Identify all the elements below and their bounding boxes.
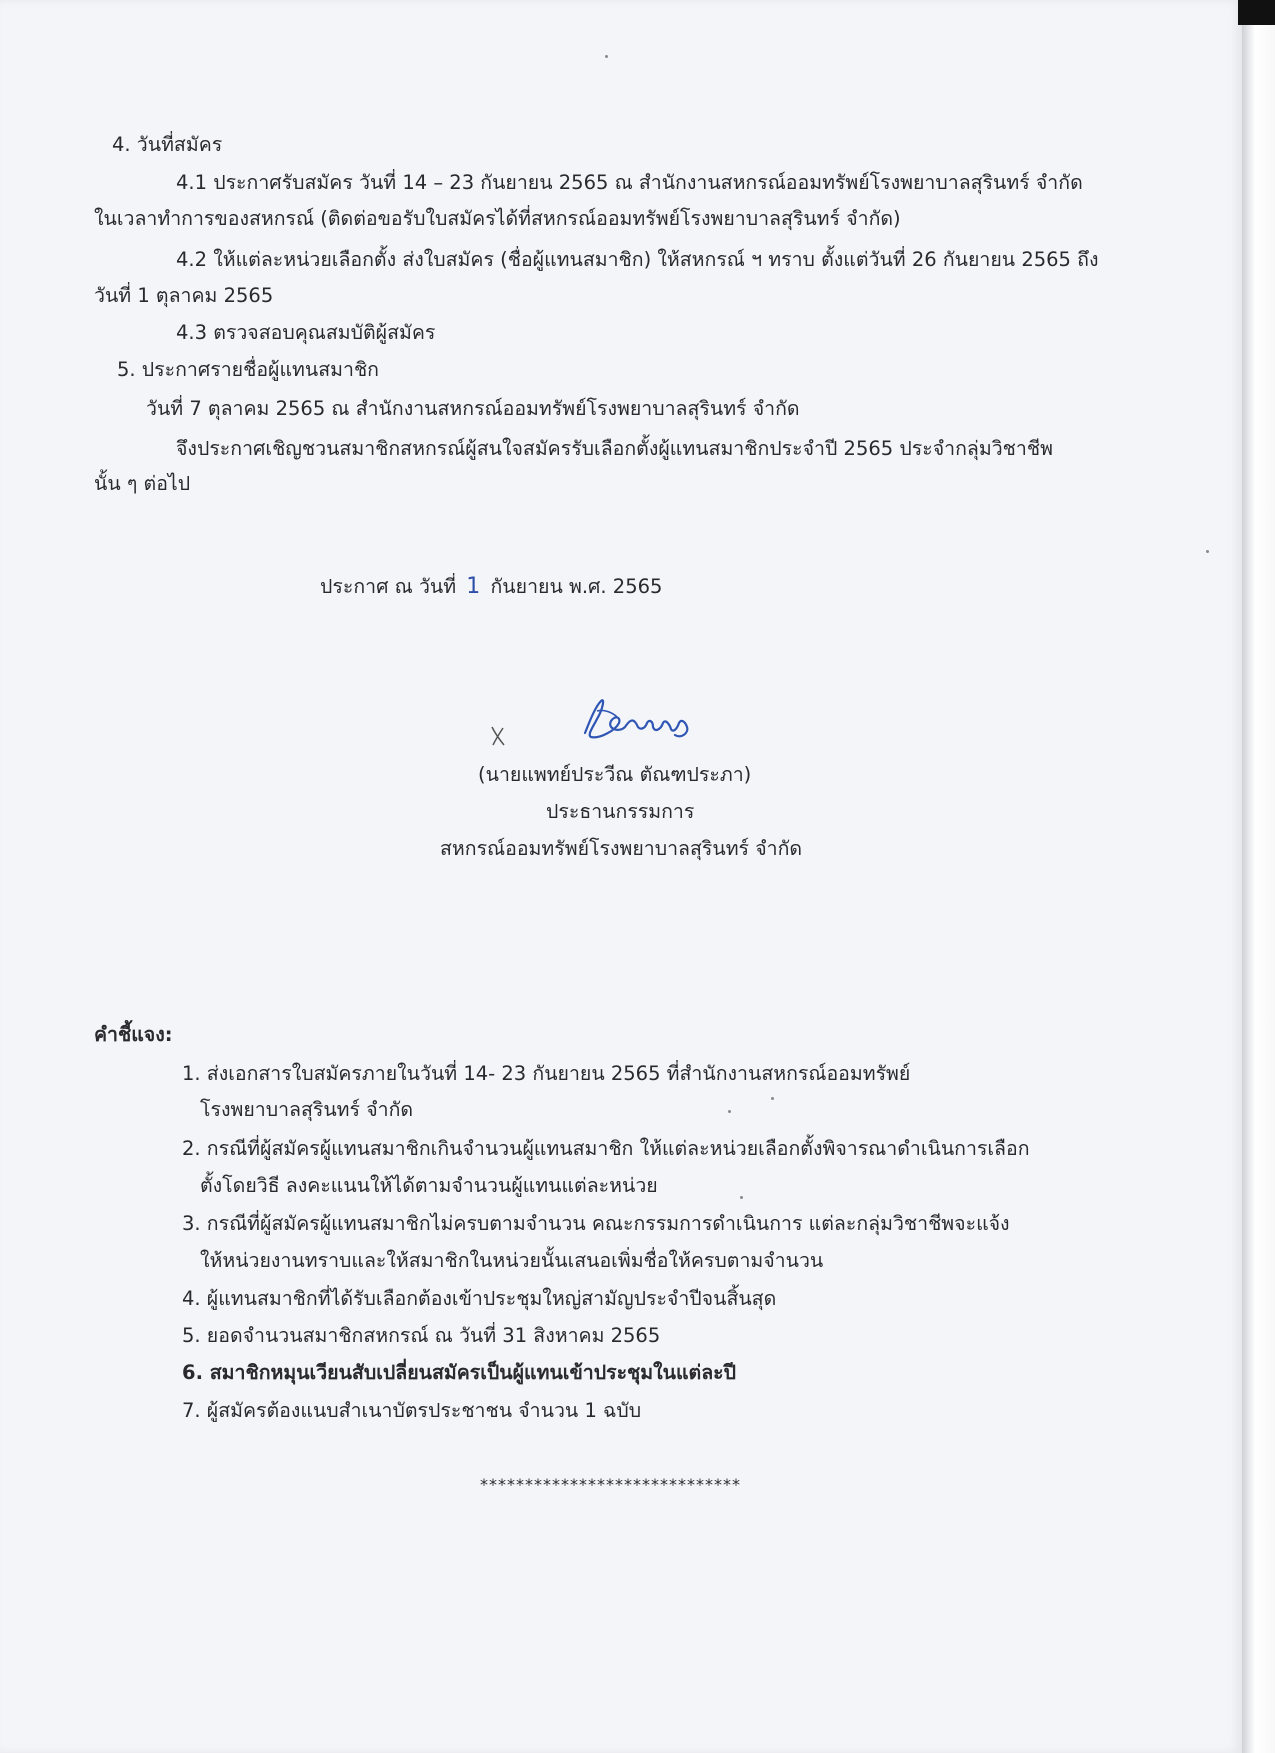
invitation-line-2: นั้น ๆ ต่อไป	[94, 472, 191, 495]
x-mark-icon	[488, 724, 508, 748]
section-5-heading: 5. ประกาศรายชื่อผู้แทนสมาชิก	[117, 358, 379, 381]
page-edge	[1242, 0, 1275, 1753]
scan-shadow	[1238, 0, 1275, 25]
scan-speck	[771, 1097, 774, 1100]
invitation-line-1: จึงประกาศเชิญชวนสมาชิกสหกรณ์ผู้สนใจสมัครรับเลือกตั้งผู้แทนสมาชิกประจำปี 2565 ประจำกลุ่มวิชาชีพ	[176, 437, 1053, 460]
scan-speck	[728, 1110, 731, 1113]
announcement-date	[320, 575, 662, 599]
notes-item-6: 6. สมาชิกหมุนเวียนสับเปลี่ยนสมัครเป็นผู้แทนเข้าประชุมในแต่ละปี	[182, 1361, 737, 1384]
section-4-heading: 4. วันที่สมัคร	[112, 133, 223, 156]
notes-item-5: 5. ยอดจำนวนสมาชิกสหกรณ์ ณ วันที่ 31 สิงหาคม 2565	[182, 1324, 661, 1347]
announcement-date-suffix: กันยายน พ.ศ. 2565	[490, 575, 663, 598]
section-5-detail: วันที่ 7 ตุลาคม 2565 ณ สำนักงานสหกรณ์ออมทรัพย์โรงพยาบาลสุรินทร์ จำกัด	[146, 397, 800, 420]
notes-item-2-line-2: ตั้งโดยวิธี ลงคะแนนให้ได้ตามจำนวนผู้แทนแต่ละหน่วย	[200, 1174, 658, 1197]
signatory-position: ประธานกรรมการ	[546, 800, 695, 823]
notes-heading: คำชี้แจง:	[94, 1023, 173, 1046]
section-4-2-line-2: วันที่ 1 ตุลาคม 2565	[94, 284, 274, 307]
notes-item-1-line-1: 1. ส่งเอกสารใบสมัครภายในวันที่ 14- 23 กันยายน 2565 ที่สำนักงานสหกรณ์ออมทรัพย์	[182, 1062, 911, 1085]
notes-item-1-line-2: โรงพยาบาลสุรินทร์ จำกัด	[200, 1098, 414, 1121]
section-4-2-line-1: 4.2 ให้แต่ละหน่วยเลือกตั้ง ส่งใบสมัคร (ชื่อผู้แทนสมาชิก) ให้สหกรณ์ ฯ ทราบ ตั้งแต่วันที่ 26 กันยายน 2565 ถึง	[176, 248, 1099, 271]
scan-speck	[605, 55, 608, 58]
scan-speck	[740, 1196, 743, 1199]
notes-item-7: 7. ผู้สมัครต้องแนบสำเนาบัตรประชาชน จำนวน 1 ฉบับ	[182, 1399, 642, 1422]
scan-speck	[1206, 550, 1209, 553]
signatory-organization: สหกรณ์ออมทรัพย์โรงพยาบาลสุรินทร์ จำกัด	[440, 837, 803, 860]
footer-asterisk-rule: *****************************	[480, 1475, 741, 1494]
handwritten-signature	[575, 695, 705, 750]
notes-item-3-line-1: 3. กรณีที่ผู้สมัครผู้แทนสมาชิกไม่ครบตามจำนวน คณะกรรมการดำเนินการ แต่ละกลุ่มวิชาชีพจะแจ้ง	[182, 1212, 1010, 1235]
section-4-1-line-1: 4.1 ประกาศรับสมัคร วันที่ 14 – 23 กันยายน 2565 ณ สำนักงานสหกรณ์ออมทรัพย์โรงพยาบาลสุรินทร์ จำกัด	[176, 171, 1083, 194]
notes-item-2-line-1: 2. กรณีที่ผู้สมัครผู้แทนสมาชิกเกินจำนวนผู้แทนสมาชิก ให้แต่ละหน่วยเลือกตั้งพิจารณาดำเนินการเลือก	[182, 1137, 1030, 1160]
notes-item-3-line-2: ให้หน่วยงานทราบและให้สมาชิกในหน่วยนั้นเสนอเพิ่มชื่อให้ครบตามจำนวน	[200, 1249, 824, 1272]
announcement-day: 1	[466, 574, 481, 599]
section-4-3: 4.3 ตรวจสอบคุณสมบัติผู้สมัคร	[176, 321, 436, 344]
section-4-1-line-2: ในเวลาทำการของสหกรณ์ (ติดต่อขอรับใบสมัครได้ที่สหกรณ์ออมทรัพย์โรงพยาบาลสุรินทร์ จำกัด)	[94, 207, 901, 230]
announcement-date-prefix: ประกาศ ณ วันที่	[320, 575, 457, 598]
signatory-name: (นายแพทย์ประวีณ ตัณฑประภา)	[478, 763, 752, 786]
notes-item-4: 4. ผู้แทนสมาชิกที่ได้รับเลือกต้องเข้าประชุมใหญ่สามัญประจำปีจนสิ้นสุด	[182, 1287, 777, 1310]
